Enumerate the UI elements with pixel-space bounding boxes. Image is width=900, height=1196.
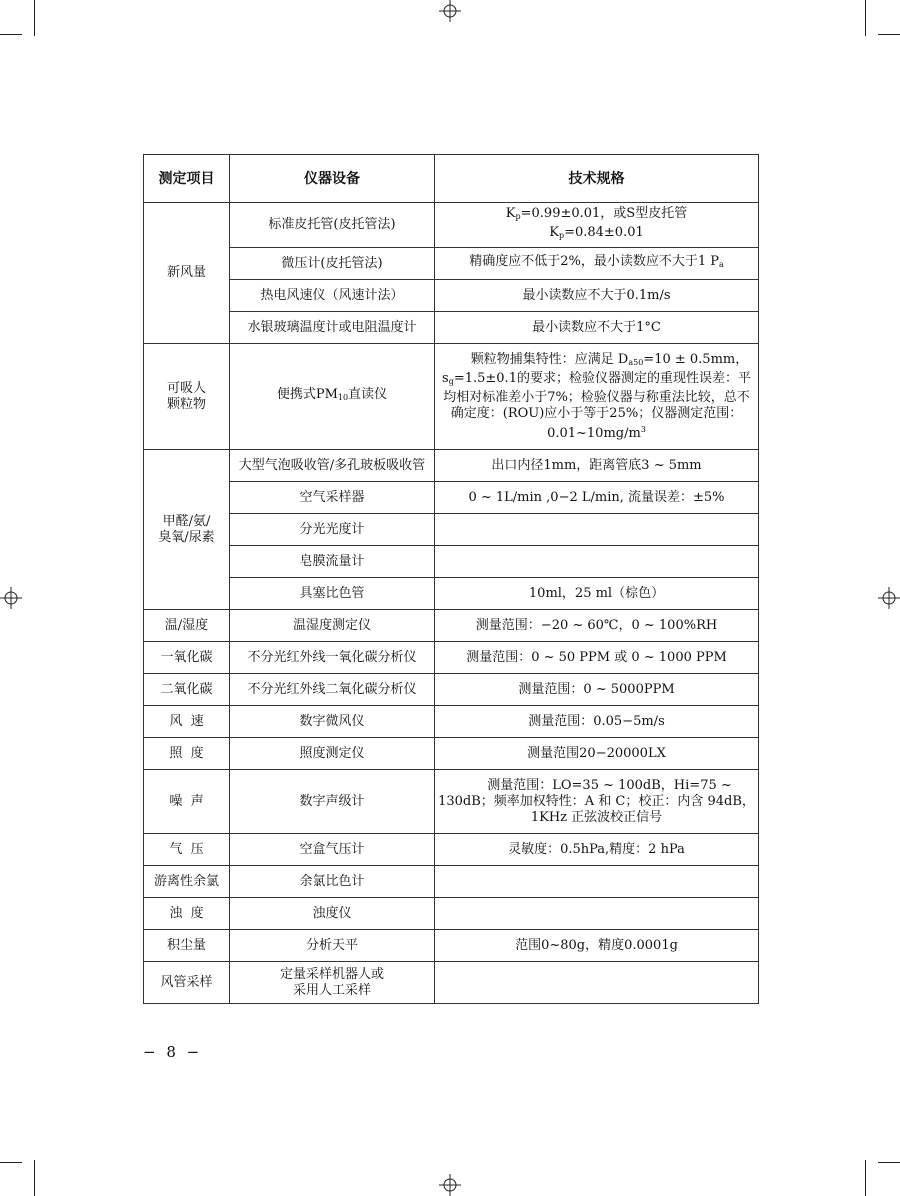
- group-wind: 风 速: [144, 706, 230, 738]
- spec-cell: [435, 962, 759, 1004]
- registration-mark-icon: [878, 587, 900, 609]
- group-temp-humidity: 温/湿度: [144, 610, 230, 642]
- instrument-cell: 不分光红外线一氧化碳分析仪: [230, 642, 435, 674]
- group-fresh-air: 新风量: [144, 203, 230, 344]
- instrument-cell: 热电风速仪（风速计法）: [230, 280, 435, 312]
- table-row: [144, 610, 759, 642]
- group-pressure: 气 压: [144, 834, 230, 866]
- table-row: [144, 482, 759, 514]
- spec-cell: 最小读数应不大于1°C: [435, 312, 759, 344]
- spec-cell: [435, 898, 759, 930]
- spec-cell: 测量范围：−20 ~ 60℃，0 ~ 100%RH: [435, 610, 759, 642]
- instrument-cell: 不分光红外线二氧化碳分析仪: [230, 674, 435, 706]
- table-row: [144, 642, 759, 674]
- spec-cell: 最小读数应不大于0.1m/s: [435, 280, 759, 312]
- header-item: 测定项目: [144, 155, 230, 203]
- spec-cell: 颗粒物捕集特性：应满足 $D_{a50}=10 \pm 0.5mm$，$s_g=1.5\pm 0.1$的要求；检验仪器测定的重现性误差：平均相对标准差小于7%；检验仪器与称重法比较，总不确定度：(ROU)应小于等于25%；仪器测定范围：$0.01\sim 10mg/m^3$: [435, 344, 759, 450]
- table-row: [144, 312, 759, 344]
- group-co: 一氧化碳: [144, 642, 230, 674]
- registration-mark-icon: [439, 1174, 461, 1196]
- group-chem: 甲醛/氨/ 臭氧/尿素: [144, 450, 230, 610]
- instrument-cell: 空盒气压计: [230, 834, 435, 866]
- instrument-spec-table: [143, 154, 759, 1004]
- header-instrument: 仪器设备: [230, 155, 435, 203]
- table-row: [144, 962, 759, 1004]
- spec-cell: 测量范围：0 ~ 50 PPM 或 0 ~ 1000 PPM: [435, 642, 759, 674]
- spec-cell: 范围0~80g，精度0.0001g: [435, 930, 759, 962]
- spec-cell: [435, 546, 759, 578]
- spec-cell: 灵敏度：0.5hPa,精度：2 hPa: [435, 834, 759, 866]
- group-pm: 可吸人 颗粒物: [144, 344, 230, 450]
- group-turbidity: 浊 度: [144, 898, 230, 930]
- instrument-cell: 水银玻璃温度计或电阻温度计: [230, 312, 435, 344]
- table-row: [144, 514, 759, 546]
- instrument-cell: 余氯比色计: [230, 866, 435, 898]
- group-dust: 积尘量: [144, 930, 230, 962]
- group-illum: 照 度: [144, 738, 230, 770]
- table-row: [144, 834, 759, 866]
- crop-mark: [865, 1160, 866, 1196]
- spec-cell: 出口内径1mm，距离管底3 ~ 5mm: [435, 450, 759, 482]
- spec-cell: 测量范围：LO=35 ~ 100dB，Hi=75 ~ 130dB；频率加权特性：A 和 C；校正：内含 94dB，1KHz 正弦波校正信号: [435, 770, 759, 834]
- table-row: [144, 248, 759, 280]
- crop-mark: [878, 1162, 900, 1163]
- instrument-cell: 定量采样机器人或 采用人工采样: [230, 962, 435, 1004]
- crop-mark: [0, 34, 22, 35]
- crop-mark: [34, 1160, 35, 1196]
- table-row: [144, 770, 759, 834]
- spec-cell: 0 ~ 1L/min ,0−2 L/min, 流量误差：±5%: [435, 482, 759, 514]
- spec-cell: [435, 514, 759, 546]
- instrument-cell: 温湿度测定仪: [230, 610, 435, 642]
- instrument-cell: 照度测定仪: [230, 738, 435, 770]
- instrument-cell: 便携式$PM_{10}$直读仪: [230, 344, 435, 450]
- instrument-cell: 皂膜流量计: [230, 546, 435, 578]
- table-row: [144, 930, 759, 962]
- spec-cell: 测量范围：0 ~ 5000PPM: [435, 674, 759, 706]
- table-row: [144, 203, 759, 248]
- instrument-cell: 浊度仪: [230, 898, 435, 930]
- spec-cell: 10ml，25 ml（棕色）: [435, 578, 759, 610]
- table-row: [144, 898, 759, 930]
- spec-cell: 测量范围20−20000LX: [435, 738, 759, 770]
- spec-cell: 测量范围：0.05−5m/s: [435, 706, 759, 738]
- table-row: [144, 578, 759, 610]
- spec-cell: $K_p=0.99\pm 0.01$，或S型皮托管 $K_p=0.84\pm 0.01$: [435, 203, 759, 248]
- instrument-cell: 空气采样器: [230, 482, 435, 514]
- crop-mark: [878, 34, 900, 35]
- instrument-cell: 大型气泡吸收管/多孔玻板吸收管: [230, 450, 435, 482]
- instrument-cell: 具塞比色管: [230, 578, 435, 610]
- crop-mark: [0, 1162, 22, 1163]
- crop-mark: [865, 0, 866, 36]
- instrument-cell: 微压计(皮托管法): [230, 248, 435, 280]
- table-row: [144, 450, 759, 482]
- group-noise: 噪 声: [144, 770, 230, 834]
- registration-mark-icon: [439, 0, 461, 22]
- group-duct: 风管采样: [144, 962, 230, 1004]
- instrument-cell: 数字声级计: [230, 770, 435, 834]
- instrument-cell: 分光光度计: [230, 514, 435, 546]
- instrument-cell: 数字微风仪: [230, 706, 435, 738]
- group-chlorine: 游离性余氯: [144, 866, 230, 898]
- crop-mark: [34, 0, 35, 36]
- instrument-cell: 分析天平: [230, 930, 435, 962]
- group-co2: 二氧化碳: [144, 674, 230, 706]
- table-row: [144, 674, 759, 706]
- table-row: [144, 280, 759, 312]
- table-row: [144, 344, 759, 450]
- spec-cell: 精确度应不低于2%，最小读数应不大于1 $P_a$: [435, 248, 759, 280]
- table-row: [144, 866, 759, 898]
- registration-mark-icon: [0, 587, 22, 609]
- table-header-row: [144, 155, 759, 203]
- spec-cell: [435, 866, 759, 898]
- table-row: [144, 706, 759, 738]
- table-row: [144, 546, 759, 578]
- table-row: [144, 738, 759, 770]
- header-spec: 技术规格: [435, 155, 759, 203]
- instrument-cell: 标准皮托管(皮托管法): [230, 203, 435, 248]
- page-number: − 8 −: [143, 1043, 203, 1061]
